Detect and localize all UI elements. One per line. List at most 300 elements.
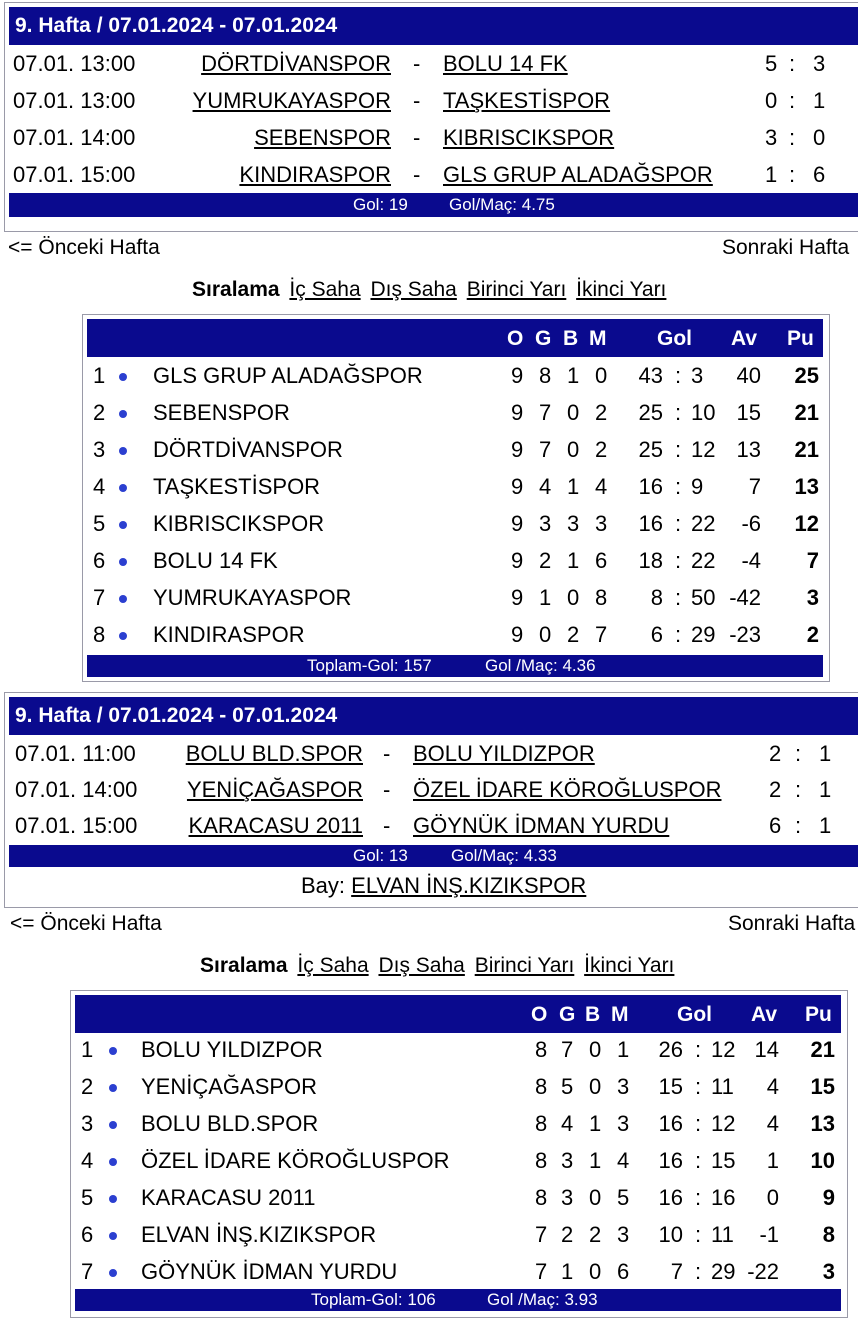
won: 5 xyxy=(561,1074,574,1099)
goals-against: 3 xyxy=(691,363,704,388)
standings-header-1 xyxy=(87,319,823,357)
col-pu: Pu xyxy=(787,327,814,350)
away-score: 1 xyxy=(813,87,826,113)
goal-difference: 15 xyxy=(736,400,761,425)
drawn: 0 xyxy=(567,437,580,462)
goals-colon: : xyxy=(695,1111,702,1136)
match-time: 07.01. 11:00 xyxy=(15,740,136,766)
standings-panel-2 xyxy=(70,990,848,1318)
match-separator: - xyxy=(413,87,421,113)
match-time: 07.01. 15:00 xyxy=(13,161,136,187)
points: 21 xyxy=(810,1037,835,1062)
total-goals: Toplam-Gol: 157 xyxy=(307,656,432,675)
match-separator: - xyxy=(413,50,421,76)
goal-difference: -23 xyxy=(729,622,761,647)
drawn: 2 xyxy=(567,622,580,647)
goals-for: 43 xyxy=(638,363,663,388)
col-b: B xyxy=(563,327,579,350)
won: 3 xyxy=(561,1185,574,1210)
col-m: M xyxy=(589,327,607,350)
goals-for: 16 xyxy=(658,1185,683,1210)
drawn: 0 xyxy=(589,1185,602,1210)
goals-against: 11 xyxy=(711,1074,734,1099)
goal-difference: -6 xyxy=(741,511,761,536)
position: 4 xyxy=(93,474,106,499)
points: 15 xyxy=(810,1074,835,1099)
goal-difference: 40 xyxy=(736,363,761,388)
goals-colon: : xyxy=(675,437,682,462)
bullet-icon xyxy=(119,447,127,455)
won: 3 xyxy=(561,1148,574,1173)
points: 25 xyxy=(794,363,819,388)
standings-panel-1 xyxy=(82,314,830,682)
goals-colon: : xyxy=(695,1222,702,1247)
team-name: GÖYNÜK İDMAN YURDU xyxy=(141,1259,398,1284)
away-team-link[interactable]: ÖZEL İDARE KÖROĞLUSPOR xyxy=(413,776,722,802)
won: 8 xyxy=(539,363,552,388)
standings-row xyxy=(71,1255,847,1292)
played: 8 xyxy=(535,1185,548,1210)
goal-difference: 7 xyxy=(748,474,761,499)
played: 8 xyxy=(535,1037,548,1062)
goals-colon: : xyxy=(675,585,682,610)
lost: 3 xyxy=(595,511,608,536)
bullet-icon xyxy=(119,521,127,529)
col-av: Av xyxy=(731,327,758,350)
match-row xyxy=(5,771,858,808)
bullet-icon xyxy=(109,1195,117,1203)
lost: 7 xyxy=(595,622,608,647)
score-colon: : xyxy=(789,161,796,187)
goals-colon: : xyxy=(695,1259,702,1284)
home-score: 2 xyxy=(769,740,782,766)
bullet-icon xyxy=(109,1121,117,1129)
match-time: 07.01. 14:00 xyxy=(13,124,136,150)
played: 8 xyxy=(535,1111,548,1136)
drawn: 1 xyxy=(589,1148,602,1173)
drawn: 0 xyxy=(589,1074,602,1099)
drawn: 1 xyxy=(589,1111,602,1136)
lost: 3 xyxy=(617,1111,630,1136)
standings-header-2 xyxy=(75,995,841,1033)
goal-summary-bar-2 xyxy=(9,845,858,867)
drawn: 0 xyxy=(589,1259,602,1284)
score-colon: : xyxy=(789,50,796,76)
played: 9 xyxy=(511,511,524,536)
week-title: 9. Hafta / 07.01.2024 - 07.01.2024 xyxy=(15,704,338,727)
drawn: 1 xyxy=(567,474,580,499)
goals-against: 12 xyxy=(711,1111,736,1136)
goals-total: Gol: 19 xyxy=(353,195,408,214)
total-average: Gol /Maç: 3.93 xyxy=(487,1290,598,1309)
goals-colon: : xyxy=(675,511,682,536)
col-o: O xyxy=(507,327,524,350)
won: 4 xyxy=(539,474,552,499)
position: 1 xyxy=(81,1037,94,1062)
match-separator: - xyxy=(383,740,391,766)
won: 7 xyxy=(539,437,552,462)
away-team-link[interactable]: BOLU 14 FK xyxy=(443,50,568,76)
home-team-link[interactable]: YUMRUKAYASPOR xyxy=(192,87,391,113)
team-name: GLS GRUP ALADAĞSPOR xyxy=(153,363,423,388)
lost: 0 xyxy=(595,363,608,388)
goals-against: 22 xyxy=(691,548,716,573)
drawn: 2 xyxy=(589,1222,602,1247)
lost: 2 xyxy=(595,437,608,462)
home-team-link[interactable]: KINDIRASPOR xyxy=(239,161,391,187)
played: 9 xyxy=(511,622,524,647)
away-team-link[interactable]: GLS GRUP ALADAĞSPOR xyxy=(443,161,713,187)
total-goals: Toplam-Gol: 106 xyxy=(311,1290,436,1309)
lost: 4 xyxy=(617,1148,630,1173)
drawn: 0 xyxy=(567,400,580,425)
standings-row xyxy=(71,1033,847,1070)
match-separator: - xyxy=(383,812,391,838)
goals-against: 29 xyxy=(691,622,716,647)
standings-row xyxy=(83,359,829,396)
tab-siralama[interactable]: Sıralama xyxy=(192,278,280,301)
bullet-icon xyxy=(119,595,127,603)
fixtures-panel-2 xyxy=(4,692,858,908)
standings-row xyxy=(83,544,829,581)
won: 1 xyxy=(539,585,552,610)
standings-row xyxy=(83,507,829,544)
played: 9 xyxy=(511,585,524,610)
points: 13 xyxy=(794,474,819,499)
tab-dis-saha[interactable]: Dış Saha xyxy=(370,278,457,301)
goals-against: 29 xyxy=(711,1259,736,1284)
played: 8 xyxy=(535,1074,548,1099)
goals-against: 15 xyxy=(711,1148,736,1173)
won: 0 xyxy=(539,622,552,647)
away-score: 3 xyxy=(813,50,826,76)
week-title: 9. Hafta / 07.01.2024 - 07.01.2024 xyxy=(15,14,338,37)
home-score: 6 xyxy=(769,812,782,838)
week-header-1 xyxy=(9,7,858,45)
away-team-link[interactable]: TAŞKESTİSPOR xyxy=(443,87,611,113)
score-colon: : xyxy=(789,124,796,150)
team-name: BOLU YILDIZPOR xyxy=(141,1037,323,1062)
won: 2 xyxy=(539,548,552,573)
home-team-link[interactable]: SEBENSPOR xyxy=(254,124,391,150)
position: 7 xyxy=(81,1259,94,1284)
played: 7 xyxy=(535,1259,548,1284)
tab-dis-saha[interactable]: Dış Saha xyxy=(378,954,465,977)
col-pu: Pu xyxy=(805,1003,832,1026)
match-separator: - xyxy=(413,161,421,187)
col-g: G xyxy=(559,1003,576,1026)
tab-birinci-yari[interactable]: Birinci Yarı xyxy=(466,278,567,301)
goals-for: 10 xyxy=(658,1222,683,1247)
goals-for: 8 xyxy=(650,585,663,610)
goals-against: 16 xyxy=(711,1185,736,1210)
away-score: 0 xyxy=(813,124,826,150)
bullet-icon xyxy=(109,1232,117,1240)
prev-week-link-1[interactable]: <= Önceki Hafta xyxy=(8,236,160,259)
match-row xyxy=(5,45,858,82)
goals-against: 9 xyxy=(691,474,704,499)
col-av: Av xyxy=(751,1003,778,1026)
match-time: 07.01. 15:00 xyxy=(15,812,138,838)
home-score: 5 xyxy=(765,50,778,76)
goal-difference: -22 xyxy=(747,1259,779,1284)
tab-ikinci-yari[interactable]: İkinci Yarı xyxy=(576,278,667,301)
team-name: KIBRISCIKSPOR xyxy=(153,511,325,536)
lost: 6 xyxy=(617,1259,630,1284)
goals-against: 12 xyxy=(711,1037,736,1062)
team-name: ELVAN İNŞ.KIZIKSPOR xyxy=(141,1222,377,1247)
bullet-icon xyxy=(119,373,127,381)
lost: 3 xyxy=(617,1074,630,1099)
standings-row xyxy=(83,618,829,655)
points: 9 xyxy=(822,1185,835,1210)
goals-against: 50 xyxy=(691,585,716,610)
bullet-icon xyxy=(119,632,127,640)
next-week-link-1[interactable]: Sonraki Hafta xyxy=(722,236,850,259)
team-name: KINDIRASPOR xyxy=(153,622,305,647)
won: 3 xyxy=(539,511,552,536)
away-score: 1 xyxy=(819,776,832,802)
played: 9 xyxy=(511,400,524,425)
bullet-icon xyxy=(109,1047,117,1055)
standings-row xyxy=(71,1070,847,1107)
team-name: YENİÇAĞASPOR xyxy=(141,1074,318,1099)
position: 3 xyxy=(81,1111,94,1136)
team-name: YUMRUKAYASPOR xyxy=(153,585,352,610)
prev-week-link-2[interactable]: <= Önceki Hafta xyxy=(10,912,162,935)
lost: 4 xyxy=(595,474,608,499)
team-name: TAŞKESTİSPOR xyxy=(153,474,321,499)
next-week-link-2[interactable]: Sonraki Hafta xyxy=(728,912,856,935)
played: 9 xyxy=(511,474,524,499)
standings-tabs-2 xyxy=(200,954,678,978)
goals-average: Gol/Maç: 4.33 xyxy=(451,846,557,865)
match-separator: - xyxy=(413,124,421,150)
goals-colon: : xyxy=(695,1185,702,1210)
points: 8 xyxy=(822,1222,835,1247)
goals-colon: : xyxy=(695,1148,702,1173)
home-score: 0 xyxy=(765,87,778,113)
bye-team-link[interactable]: ELVAN İNŞ.KIZIKSPOR xyxy=(351,873,587,898)
standings-row xyxy=(83,433,829,470)
played: 9 xyxy=(511,363,524,388)
drawn: 0 xyxy=(567,585,580,610)
lost: 1 xyxy=(617,1037,630,1062)
bye-row xyxy=(301,873,586,899)
team-name: DÖRTDİVANSPOR xyxy=(153,437,343,462)
played: 9 xyxy=(511,548,524,573)
goals-for: 6 xyxy=(650,622,663,647)
standings-row xyxy=(71,1144,847,1181)
goal-summary-bar-1 xyxy=(9,193,858,217)
bullet-icon xyxy=(119,484,127,492)
points: 12 xyxy=(794,511,819,536)
lost: 5 xyxy=(617,1185,630,1210)
lost: 3 xyxy=(617,1222,630,1247)
team-name: KARACASU 2011 xyxy=(141,1185,316,1210)
points: 21 xyxy=(794,400,819,425)
bullet-icon xyxy=(119,558,127,566)
goals-colon: : xyxy=(675,622,682,647)
goals-total: Gol: 13 xyxy=(353,846,408,865)
goals-for: 25 xyxy=(638,400,663,425)
goals-for: 16 xyxy=(638,511,663,536)
played: 7 xyxy=(535,1222,548,1247)
goal-difference: 4 xyxy=(766,1111,779,1136)
position: 6 xyxy=(81,1222,94,1247)
goal-difference: 4 xyxy=(766,1074,779,1099)
points: 2 xyxy=(806,622,819,647)
away-team-link[interactable]: GÖYNÜK İDMAN YURDU xyxy=(413,812,670,838)
goals-for: 16 xyxy=(638,474,663,499)
points: 3 xyxy=(822,1259,835,1284)
goals-for: 16 xyxy=(658,1148,683,1173)
home-score: 2 xyxy=(769,776,782,802)
home-team-link[interactable]: DÖRTDİVANSPOR xyxy=(201,50,391,76)
fixtures-panel-1 xyxy=(4,2,858,232)
bullet-icon xyxy=(109,1269,117,1277)
won: 1 xyxy=(561,1259,574,1284)
points: 7 xyxy=(806,548,819,573)
tab-ic-saha[interactable]: İç Saha xyxy=(297,954,369,977)
goals-for: 7 xyxy=(670,1259,683,1284)
away-score: 6 xyxy=(813,161,826,187)
lost: 2 xyxy=(595,400,608,425)
team-name: ÖZEL İDARE KÖROĞLUSPOR xyxy=(141,1148,450,1173)
week-header-2 xyxy=(9,697,858,735)
lost: 6 xyxy=(595,548,608,573)
points: 21 xyxy=(794,437,819,462)
score-colon: : xyxy=(789,87,796,113)
col-m: M xyxy=(611,1003,629,1026)
position: 4 xyxy=(81,1148,94,1173)
played: 9 xyxy=(511,437,524,462)
standings-row xyxy=(71,1218,847,1255)
goal-difference: -42 xyxy=(729,585,761,610)
match-row xyxy=(5,119,858,156)
drawn: 0 xyxy=(589,1037,602,1062)
goals-for: 25 xyxy=(638,437,663,462)
standings-row xyxy=(83,581,829,618)
total-summary-bar-1 xyxy=(87,655,823,677)
position: 1 xyxy=(93,363,106,388)
standings-row xyxy=(83,396,829,433)
won: 7 xyxy=(539,400,552,425)
goals-for: 16 xyxy=(658,1111,683,1136)
points: 10 xyxy=(810,1148,835,1173)
goals-colon: : xyxy=(675,474,682,499)
col-gol: Gol xyxy=(677,1003,712,1026)
standings-row xyxy=(71,1181,847,1218)
goals-colon: : xyxy=(675,363,682,388)
drawn: 1 xyxy=(567,363,580,388)
goal-difference: 0 xyxy=(766,1185,779,1210)
match-row xyxy=(5,735,858,772)
match-time: 07.01. 13:00 xyxy=(13,87,136,113)
goals-colon: : xyxy=(675,548,682,573)
position: 5 xyxy=(93,511,106,536)
drawn: 1 xyxy=(567,548,580,573)
position: 7 xyxy=(93,585,106,610)
goals-colon: : xyxy=(675,400,682,425)
position: 6 xyxy=(93,548,106,573)
team-name: BOLU BLD.SPOR xyxy=(141,1111,319,1136)
home-score: 1 xyxy=(765,161,778,187)
won: 7 xyxy=(561,1037,574,1062)
total-summary-bar-2 xyxy=(75,1289,841,1311)
points: 3 xyxy=(806,585,819,610)
col-gol: Gol xyxy=(657,327,692,350)
col-b: B xyxy=(585,1003,601,1026)
home-team-link[interactable]: BOLU BLD.SPOR xyxy=(185,740,363,766)
goal-difference: 1 xyxy=(766,1148,779,1173)
standings-row xyxy=(71,1107,847,1144)
goals-for: 15 xyxy=(658,1074,683,1099)
home-score: 3 xyxy=(765,124,778,150)
position: 5 xyxy=(81,1185,94,1210)
match-separator: - xyxy=(383,776,391,802)
away-team-link[interactable]: KIBRISCIKSPOR xyxy=(443,124,615,150)
position: 2 xyxy=(81,1074,94,1099)
goals-for: 18 xyxy=(638,548,663,573)
col-g: G xyxy=(535,327,552,350)
won: 2 xyxy=(561,1222,574,1247)
away-team-link[interactable]: BOLU YILDIZPOR xyxy=(413,740,595,766)
bullet-icon xyxy=(109,1084,117,1092)
goal-difference: 13 xyxy=(736,437,761,462)
position: 8 xyxy=(93,622,106,647)
goal-difference: 14 xyxy=(754,1037,779,1062)
played: 8 xyxy=(535,1148,548,1173)
match-row xyxy=(5,807,858,844)
home-team-link[interactable]: YENİÇAĞASPOR xyxy=(186,776,363,802)
team-name: BOLU 14 FK xyxy=(153,548,278,573)
tab-siralama[interactable]: Sıralama xyxy=(200,954,288,977)
bullet-icon xyxy=(109,1158,117,1166)
match-row xyxy=(5,82,858,119)
standings-tabs-1 xyxy=(192,278,670,302)
tab-birinci-yari[interactable]: Birinci Yarı xyxy=(474,954,575,977)
match-time: 07.01. 14:00 xyxy=(15,776,138,802)
bye-label: Bay: xyxy=(301,873,346,898)
position: 2 xyxy=(93,400,106,425)
points: 13 xyxy=(810,1111,835,1136)
tab-ikinci-yari[interactable]: İkinci Yarı xyxy=(584,954,675,977)
score-colon: : xyxy=(795,812,802,838)
score-colon: : xyxy=(795,740,802,766)
home-team-link[interactable]: KARACASU 2011 xyxy=(188,812,363,838)
match-row xyxy=(5,156,858,193)
team-name: SEBENSPOR xyxy=(153,400,290,425)
tab-ic-saha[interactable]: İç Saha xyxy=(289,278,361,301)
goals-against: 11 xyxy=(711,1222,734,1247)
drawn: 3 xyxy=(567,511,580,536)
goal-difference: -1 xyxy=(759,1222,779,1247)
goals-for: 26 xyxy=(658,1037,683,1062)
lost: 8 xyxy=(595,585,608,610)
goals-against: 12 xyxy=(691,437,716,462)
goals-against: 10 xyxy=(691,400,716,425)
goals-average: Gol/Maç: 4.75 xyxy=(449,195,555,214)
score-colon: : xyxy=(795,776,802,802)
won: 4 xyxy=(561,1111,574,1136)
bullet-icon xyxy=(119,410,127,418)
away-score: 1 xyxy=(819,812,832,838)
goals-colon: : xyxy=(695,1074,702,1099)
away-score: 1 xyxy=(819,740,832,766)
total-average: Gol /Maç: 4.36 xyxy=(485,656,596,675)
goals-against: 22 xyxy=(691,511,716,536)
